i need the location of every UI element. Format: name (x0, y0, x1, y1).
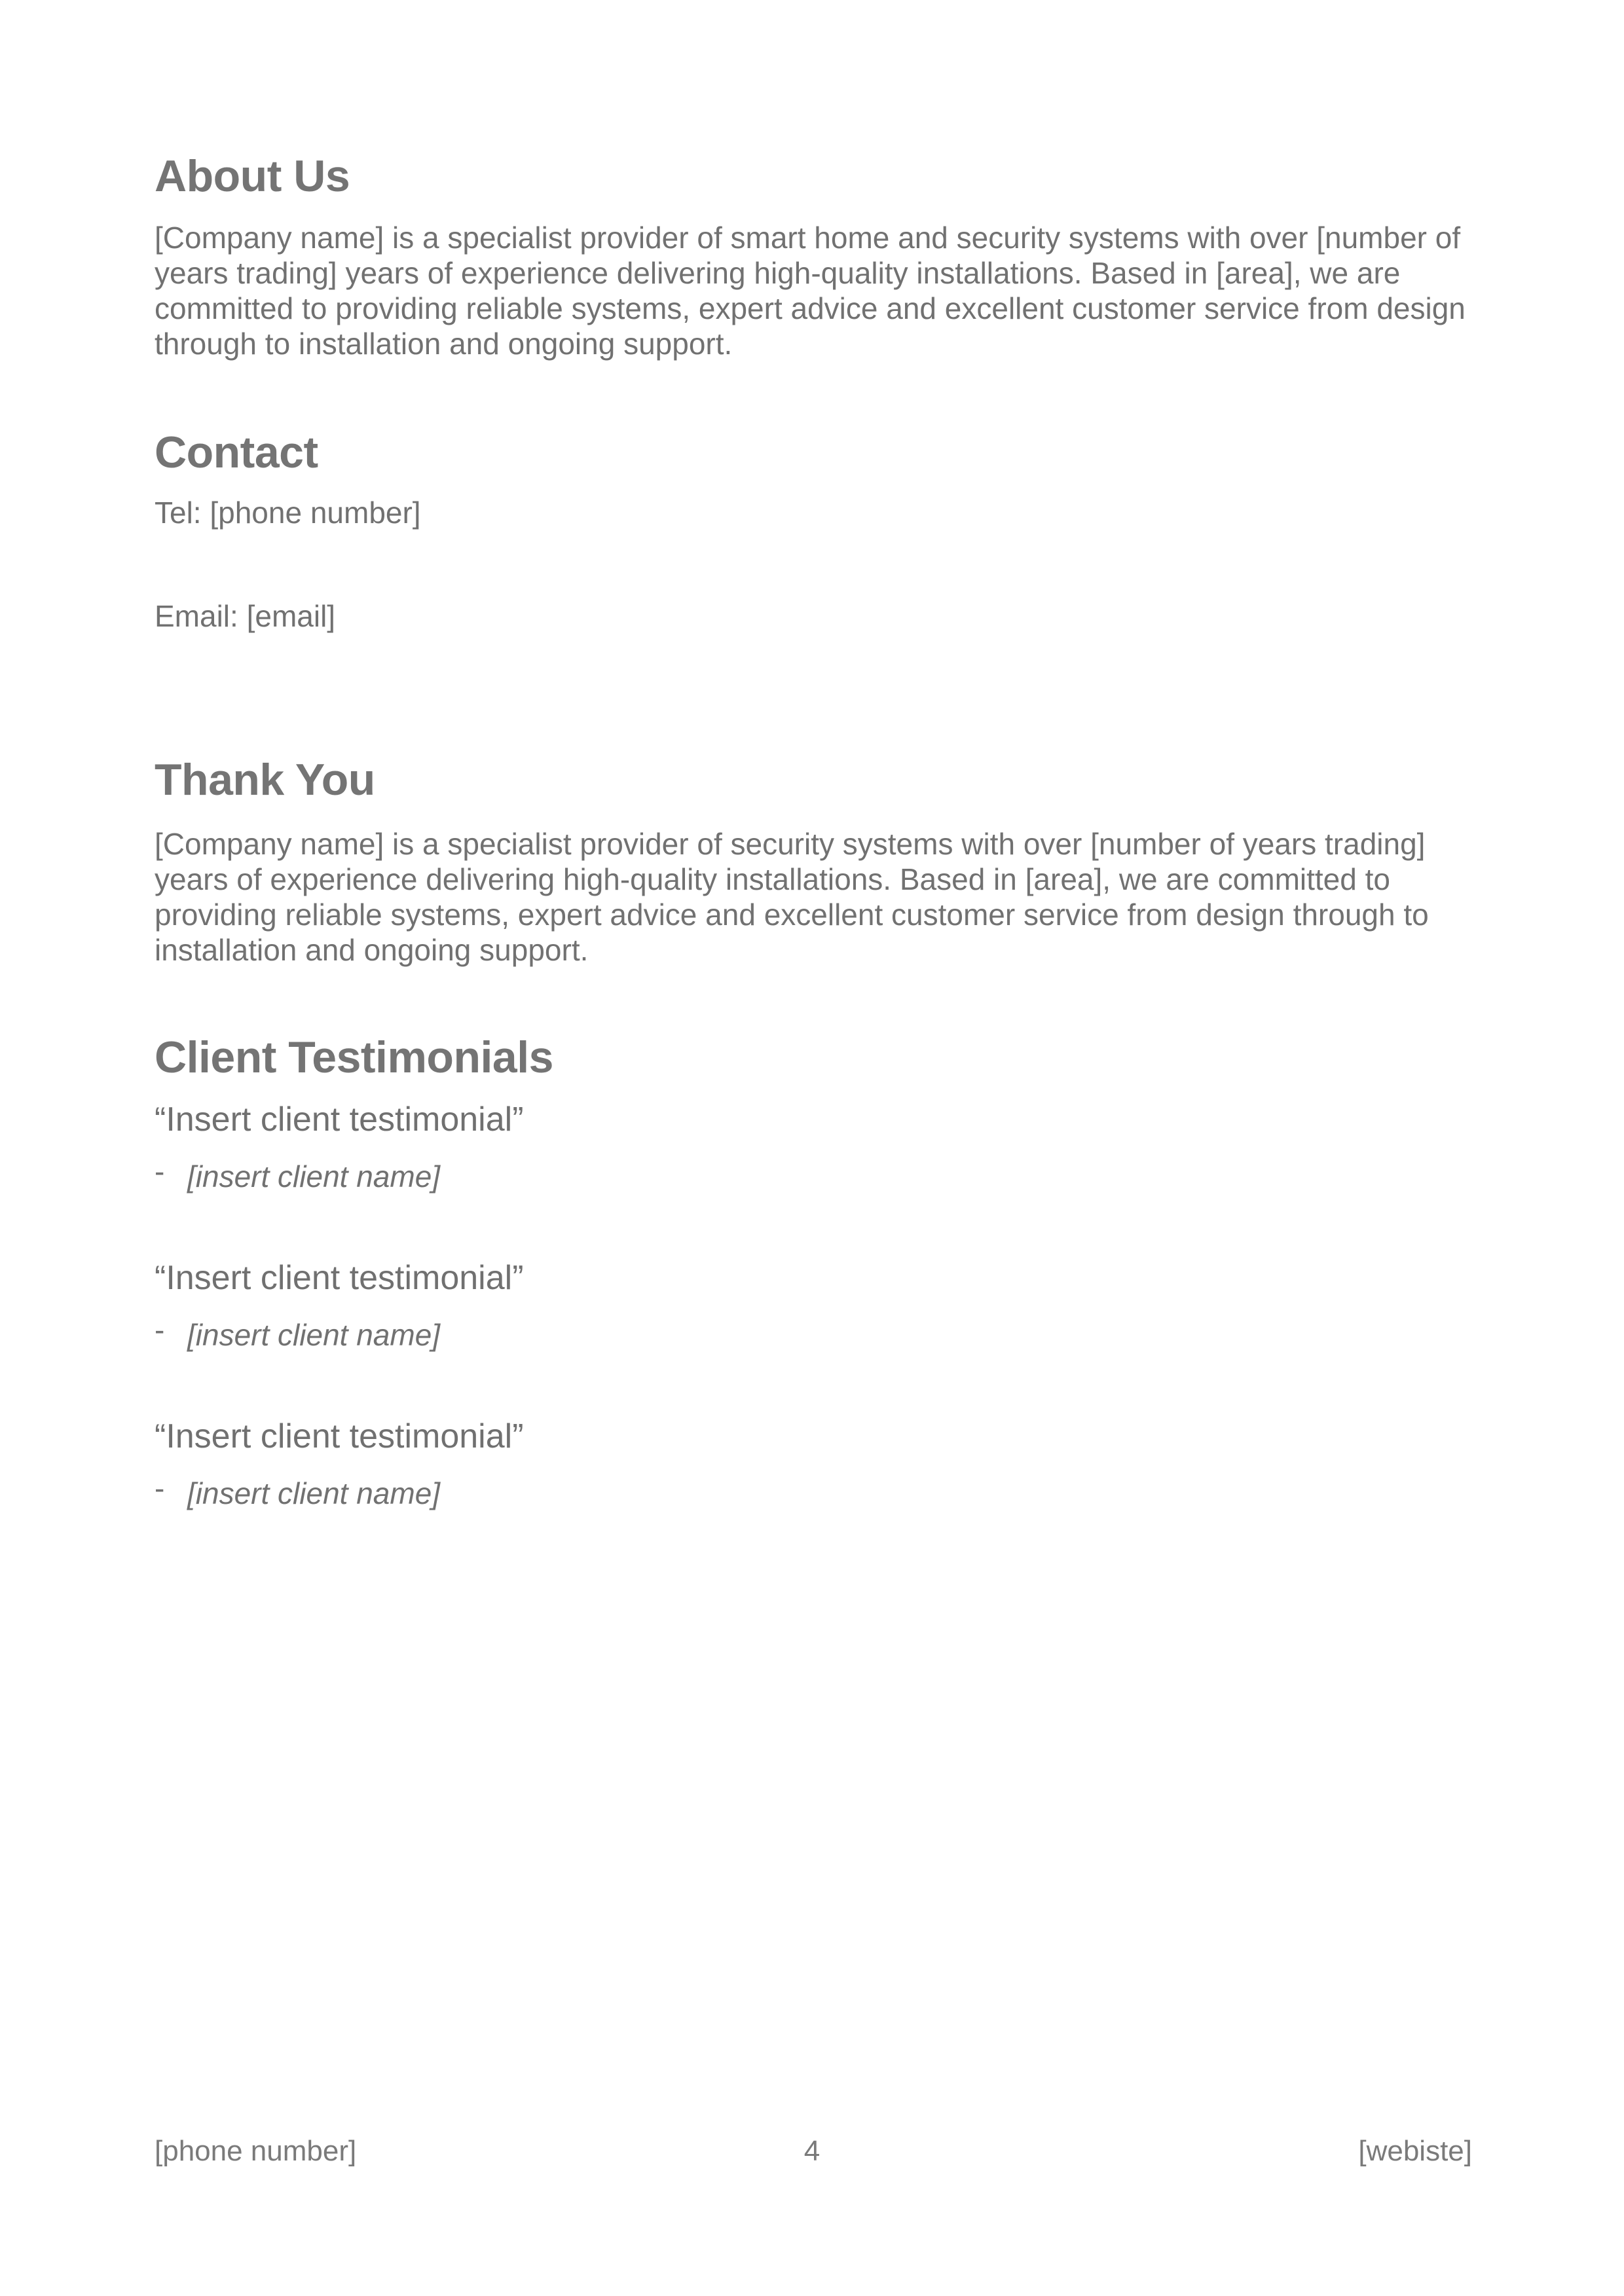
footer-website: [webiste] (1358, 2135, 1472, 2167)
footer-phone: [phone number] (155, 2135, 357, 2167)
testimonial-dash: - (155, 1471, 165, 1505)
contact-tel: Tel: [phone number] (155, 496, 421, 530)
testimonial-dash: - (155, 1154, 165, 1188)
footer-page-number: 4 (803, 2135, 821, 2167)
about-heading: About Us (155, 151, 350, 201)
testimonial-client-name: [insert client name] (187, 1318, 441, 1352)
testimonial-attribution (155, 1313, 441, 1353)
contact-heading: Contact (155, 428, 318, 477)
testimonial-quote: “Insert client testimonial” (155, 1417, 524, 1455)
testimonial-client-name: [insert client name] (187, 1476, 441, 1510)
thank-you-heading: Thank You (155, 755, 375, 805)
testimonial-client-name: [insert client name] (187, 1159, 441, 1194)
testimonial-attribution (155, 1471, 441, 1511)
testimonial-quote: “Insert client testimonial” (155, 1101, 524, 1139)
about-body: [Company name] is a specialist provider of smart home and security systems with over [number of years trading] years of experience delivering high-quality installations. Based in [area], we are committed to providing reliable systems, expert advice and excellent customer service from design through to installation and ongoing support. (155, 221, 1466, 361)
testimonial-quote: “Insert client testimonial” (155, 1259, 524, 1297)
testimonial-attribution (155, 1154, 441, 1194)
testimonials-heading: Client Testimonials (155, 1032, 553, 1082)
testimonial-dash: - (155, 1313, 165, 1347)
contact-email: Email: [email] (155, 599, 336, 633)
thank-you-body: [Company name] is a specialist provider of security systems with over [number of years trading] years of experience delivering high-quality installations. Based in [area], we are committed to providing reliable systems, expert advice and excellent customer service from design through to installation and ongoing support. (155, 827, 1429, 967)
